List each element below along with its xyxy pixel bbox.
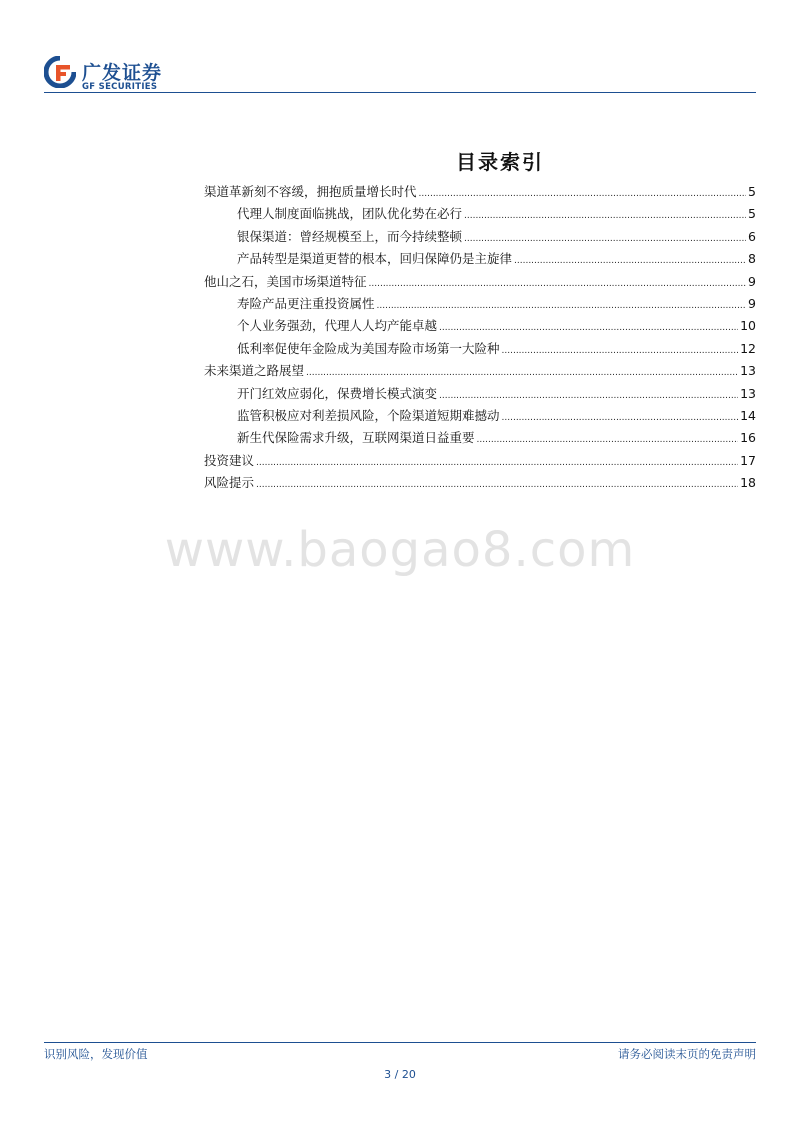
toc-entry-page: 5 xyxy=(748,206,756,222)
toc-entry-text: 风险提示 xyxy=(204,475,255,491)
toc-dot-leader xyxy=(369,279,747,289)
toc-entry-page: 10 xyxy=(740,318,756,334)
toc-dot-leader xyxy=(502,413,739,423)
toc-entry[interactable] xyxy=(204,227,756,249)
page-header xyxy=(44,50,756,94)
toc-entry-text: 产品转型是渠道更替的根本，回归保障仍是主旋律 xyxy=(237,251,513,267)
toc-entry-page: 13 xyxy=(740,363,756,379)
logo-chinese-name: 广发证券 xyxy=(82,62,163,84)
toc-entry-text: 代理人制度面临挑战，团队优化势在必行 xyxy=(237,206,463,222)
toc-dot-leader xyxy=(256,480,738,490)
footer-divider xyxy=(44,1042,756,1043)
logo-english-name: GF SECURITIES xyxy=(82,82,158,92)
toc-dot-leader xyxy=(419,189,747,199)
toc-entry-page: 16 xyxy=(740,430,756,446)
toc-entry[interactable] xyxy=(204,204,756,226)
toc-entry-text: 低利率促使年金险成为美国寿险市场第一大险种 xyxy=(237,340,500,356)
toc-entry-text: 银保渠道：曾经规模至上，而今持续整顿 xyxy=(237,228,463,244)
toc-dot-leader xyxy=(464,234,746,244)
toc-dot-leader xyxy=(502,346,739,356)
toc-entry-page: 17 xyxy=(740,452,756,468)
toc-entry[interactable] xyxy=(204,294,756,316)
toc-entry-text: 开门红效应弱化，保费增长模式演变 xyxy=(237,385,438,401)
toc-entry[interactable] xyxy=(204,182,756,204)
toc-entry-text: 未来渠道之路展望 xyxy=(204,363,305,379)
toc-entry-text: 渠道革新刻不容缓，拥抱质量增长时代 xyxy=(204,184,417,199)
toc-entry[interactable] xyxy=(204,384,756,406)
toc-dot-leader xyxy=(464,211,746,221)
table-of-contents xyxy=(204,182,756,495)
toc-entry-page: 5 xyxy=(748,184,756,199)
toc-dot-leader xyxy=(256,458,738,468)
toc-entry-page: 6 xyxy=(748,228,756,244)
toc-entry[interactable] xyxy=(204,428,756,450)
toc-dot-leader xyxy=(306,368,738,378)
toc-entry[interactable] xyxy=(204,361,756,383)
toc-entry[interactable] xyxy=(204,451,756,473)
toc-entry[interactable] xyxy=(204,316,756,338)
toc-entry-text: 投资建议 xyxy=(204,452,255,468)
toc-dot-leader xyxy=(439,323,738,333)
watermark: www.baogao8.com xyxy=(164,522,636,578)
toc-entry-text: 新生代保险需求升级，互联网渠道日益重要 xyxy=(237,430,475,446)
toc-entry-text: 监管积极应对利差损风险，个险渠道短期难撼动 xyxy=(237,407,500,423)
toc-entry[interactable] xyxy=(204,339,756,361)
toc-dot-leader xyxy=(377,301,747,311)
company-logo xyxy=(44,56,174,92)
footer-disclaimer-note: 请务必阅读末页的免责声明 xyxy=(618,1047,756,1061)
toc-entry-page: 8 xyxy=(748,251,756,267)
toc-entry-page: 14 xyxy=(740,407,756,423)
toc-entry-text: 他山之石，美国市场渠道特征 xyxy=(204,273,367,289)
toc-entry-page: 9 xyxy=(748,295,756,311)
toc-entry-text: 寿险产品更注重投资属性 xyxy=(237,295,375,311)
toc-entry-page: 13 xyxy=(740,385,756,401)
page-number: 3 / 20 xyxy=(384,1068,416,1081)
toc-entry-page: 18 xyxy=(740,475,756,491)
toc-dot-leader xyxy=(439,391,738,401)
toc-entry-page: 12 xyxy=(740,340,756,356)
footer-slogan: 识别风险，发现价值 xyxy=(44,1047,148,1061)
toc-entry[interactable] xyxy=(204,406,756,428)
header-divider xyxy=(44,92,756,93)
toc-entry-text: 个人业务强劲，代理人人均产能卓越 xyxy=(237,318,438,334)
toc-entry[interactable] xyxy=(204,473,756,495)
toc-dot-leader xyxy=(514,256,746,266)
gf-logo-icon xyxy=(44,56,76,88)
toc-dot-leader xyxy=(477,435,739,445)
toc-title: 目录索引 xyxy=(456,150,544,174)
toc-entry-page: 9 xyxy=(748,273,756,289)
toc-entry[interactable] xyxy=(204,272,756,294)
toc-entry[interactable] xyxy=(204,249,756,271)
